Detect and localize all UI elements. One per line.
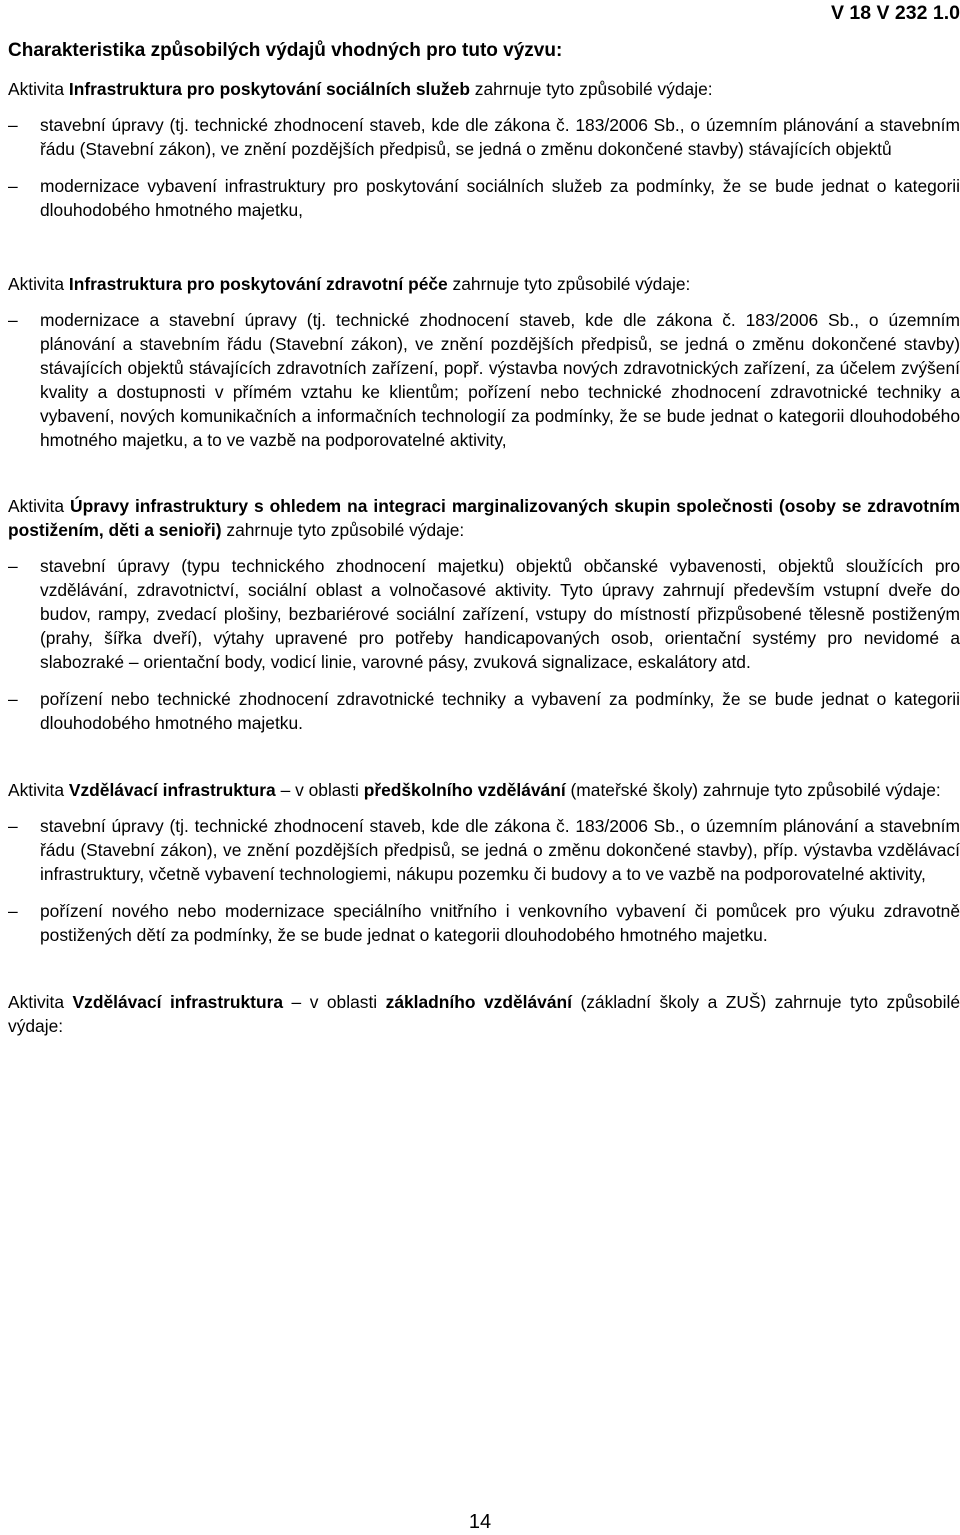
activity-name: Infrastruktura pro poskytování sociálních služeb	[68, 79, 470, 99]
activity-name: Vzdělávací infrastruktura	[68, 780, 276, 800]
activity-name: Vzdělávací infrastruktura	[72, 992, 284, 1012]
dash-bullet-icon: –	[8, 816, 18, 836]
activity-section	[8, 272, 960, 452]
list-item: – stavební úpravy (tj. technické zhodnocení staveb, kde dle zákona č. 183/2006 Sb., o územním plánování a stavebním řádu (Stavební zákon), ve znění pozdějších předpisů, se jedná o změnu dokončené stavby), příp. výstavba vzdělávací infrastruktury, včetně vybavení technologiemi, nákupu pozemku či budovy a to ve vazbě na podporovatelné aktivity,	[8, 816, 960, 884]
expense-list	[8, 554, 960, 735]
dash-bullet-icon: –	[8, 689, 18, 709]
activity-intro: Aktivita Vzdělávací infrastruktura – v oblasti základního vzdělávání (základní školy a ZUŠ) zahrnuje tyto způsobilé výdaje:	[8, 992, 960, 1036]
dash-bullet-icon: –	[8, 901, 18, 921]
education-level: předškolního vzdělávání	[363, 780, 566, 800]
expense-list	[8, 308, 960, 452]
activity-intro: Aktivita Úpravy infrastruktury s ohledem na integraci marginalizovaných skupin společnosti (osoby se zdravotním postižením, děti a senioři) zahrnuje tyto způsobilé výdaje:	[8, 496, 960, 540]
dash-bullet-icon: –	[8, 176, 18, 196]
list-item: – stavební úpravy (typu technického zhodnocení majetku) objektů občanské vybavenosti, objektů sloužících pro vzdělávání, zdravotnictví, sociální oblast a volnočasové aktivity. Tyto úpravy zahrnují především vstupní dveře do budov, rampy, zvedací plošiny, bezbariérové sociální zařízení, vstupy do místností přizpůsobené tělesně postiženým (prahy, šířka dveří), výtahy upravené pro potřeby handicapovaných osob, orientační systémy pro nevidomé a slabozraké – orientační body, vodicí linie, varovné pásy, zvuková signalizace, eskalátory atd.	[8, 556, 960, 672]
dash-bullet-icon: –	[8, 310, 18, 330]
document-content	[8, 77, 960, 1038]
dash-bullet-icon: –	[8, 556, 18, 576]
activity-section	[8, 990, 960, 1038]
page-number: 14	[468, 1511, 492, 1533]
activity-name: Infrastruktura pro poskytování zdravotní péče	[68, 274, 448, 294]
education-level: základního vzdělávání	[385, 992, 572, 1012]
list-item: – stavební úpravy (tj. technické zhodnocení staveb, kde dle zákona č. 183/2006 Sb., o územním plánování a stavebním řádu (Stavební zákon), ve znění pozdějších předpisů, se jedná o změnu dokončené stavby) stávajících objektů	[8, 115, 960, 159]
document-code: V 18 V 232 1.0	[830, 2, 960, 24]
list-item: – pořízení nového nebo modernizace speciálního vnitřního i venkovního vybavení či pomůcek pro výuku zdravotně postižených dětí za podmínky, že se bude jednat o kategorii dlouhodobého hmotného majetku.	[8, 901, 960, 945]
activity-intro: Aktivita Infrastruktura pro poskytování zdravotní péče zahrnuje tyto způsobilé výdaje:	[8, 274, 691, 294]
activity-section	[8, 77, 960, 222]
list-item: – pořízení nebo technické zhodnocení zdravotnické techniky a vybavení za podmínky, že se bude jednat o kategorii dlouhodobého hmotného majetku.	[8, 689, 960, 733]
activity-name: Úpravy infrastruktury s ohledem na integraci marginalizovaných skupin společnosti (osoby se zdravotním postižením, děti a senioři)	[8, 496, 960, 540]
list-item: – modernizace a stavební úpravy (tj. technické zhodnocení staveb, kde dle zákona č. 183/2006 Sb., o územním plánování a stavebním řádu (Stavební zákon), ve znění pozdějších předpisů, se jedná o změnu dokončené stavby) stávajících objektů stávajících zdravotních zařízení, popř. výstavba nových zdravotnických zařízení, za účelem zvýšení kvality a dostupnosti v přímém vztahu ke klientům; pořízení nebo technické zhodnocení zdravotnické techniky a vybavení, nových komunikačních a informačních technologií za podmínky, že se bude jednat o kategorii dlouhodobého hmotného majetku, a to ve vazbě na podporovatelné aktivity,	[8, 310, 960, 450]
dash-bullet-icon: –	[8, 115, 18, 135]
expense-list	[8, 814, 960, 947]
expense-list	[8, 113, 960, 222]
list-item: – modernizace vybavení infrastruktury pro poskytování sociálních služeb za podmínky, že se bude jednat o kategorii dlouhodobého hmotného majetku,	[8, 176, 960, 220]
activity-section	[8, 494, 960, 735]
activity-intro: Aktivita Vzdělávací infrastruktura – v oblasti předškolního vzdělávání (mateřské školy) zahrnuje tyto způsobilé výdaje:	[8, 780, 941, 800]
section-title: Charakteristika způsobilých výdajů vhodných pro tuto výzvu:	[8, 40, 563, 61]
page-header	[8, 2, 960, 68]
activity-intro: Aktivita Infrastruktura pro poskytování sociálních služeb zahrnuje tyto způsobilé výdaje:	[8, 79, 713, 99]
activity-section	[8, 778, 960, 947]
